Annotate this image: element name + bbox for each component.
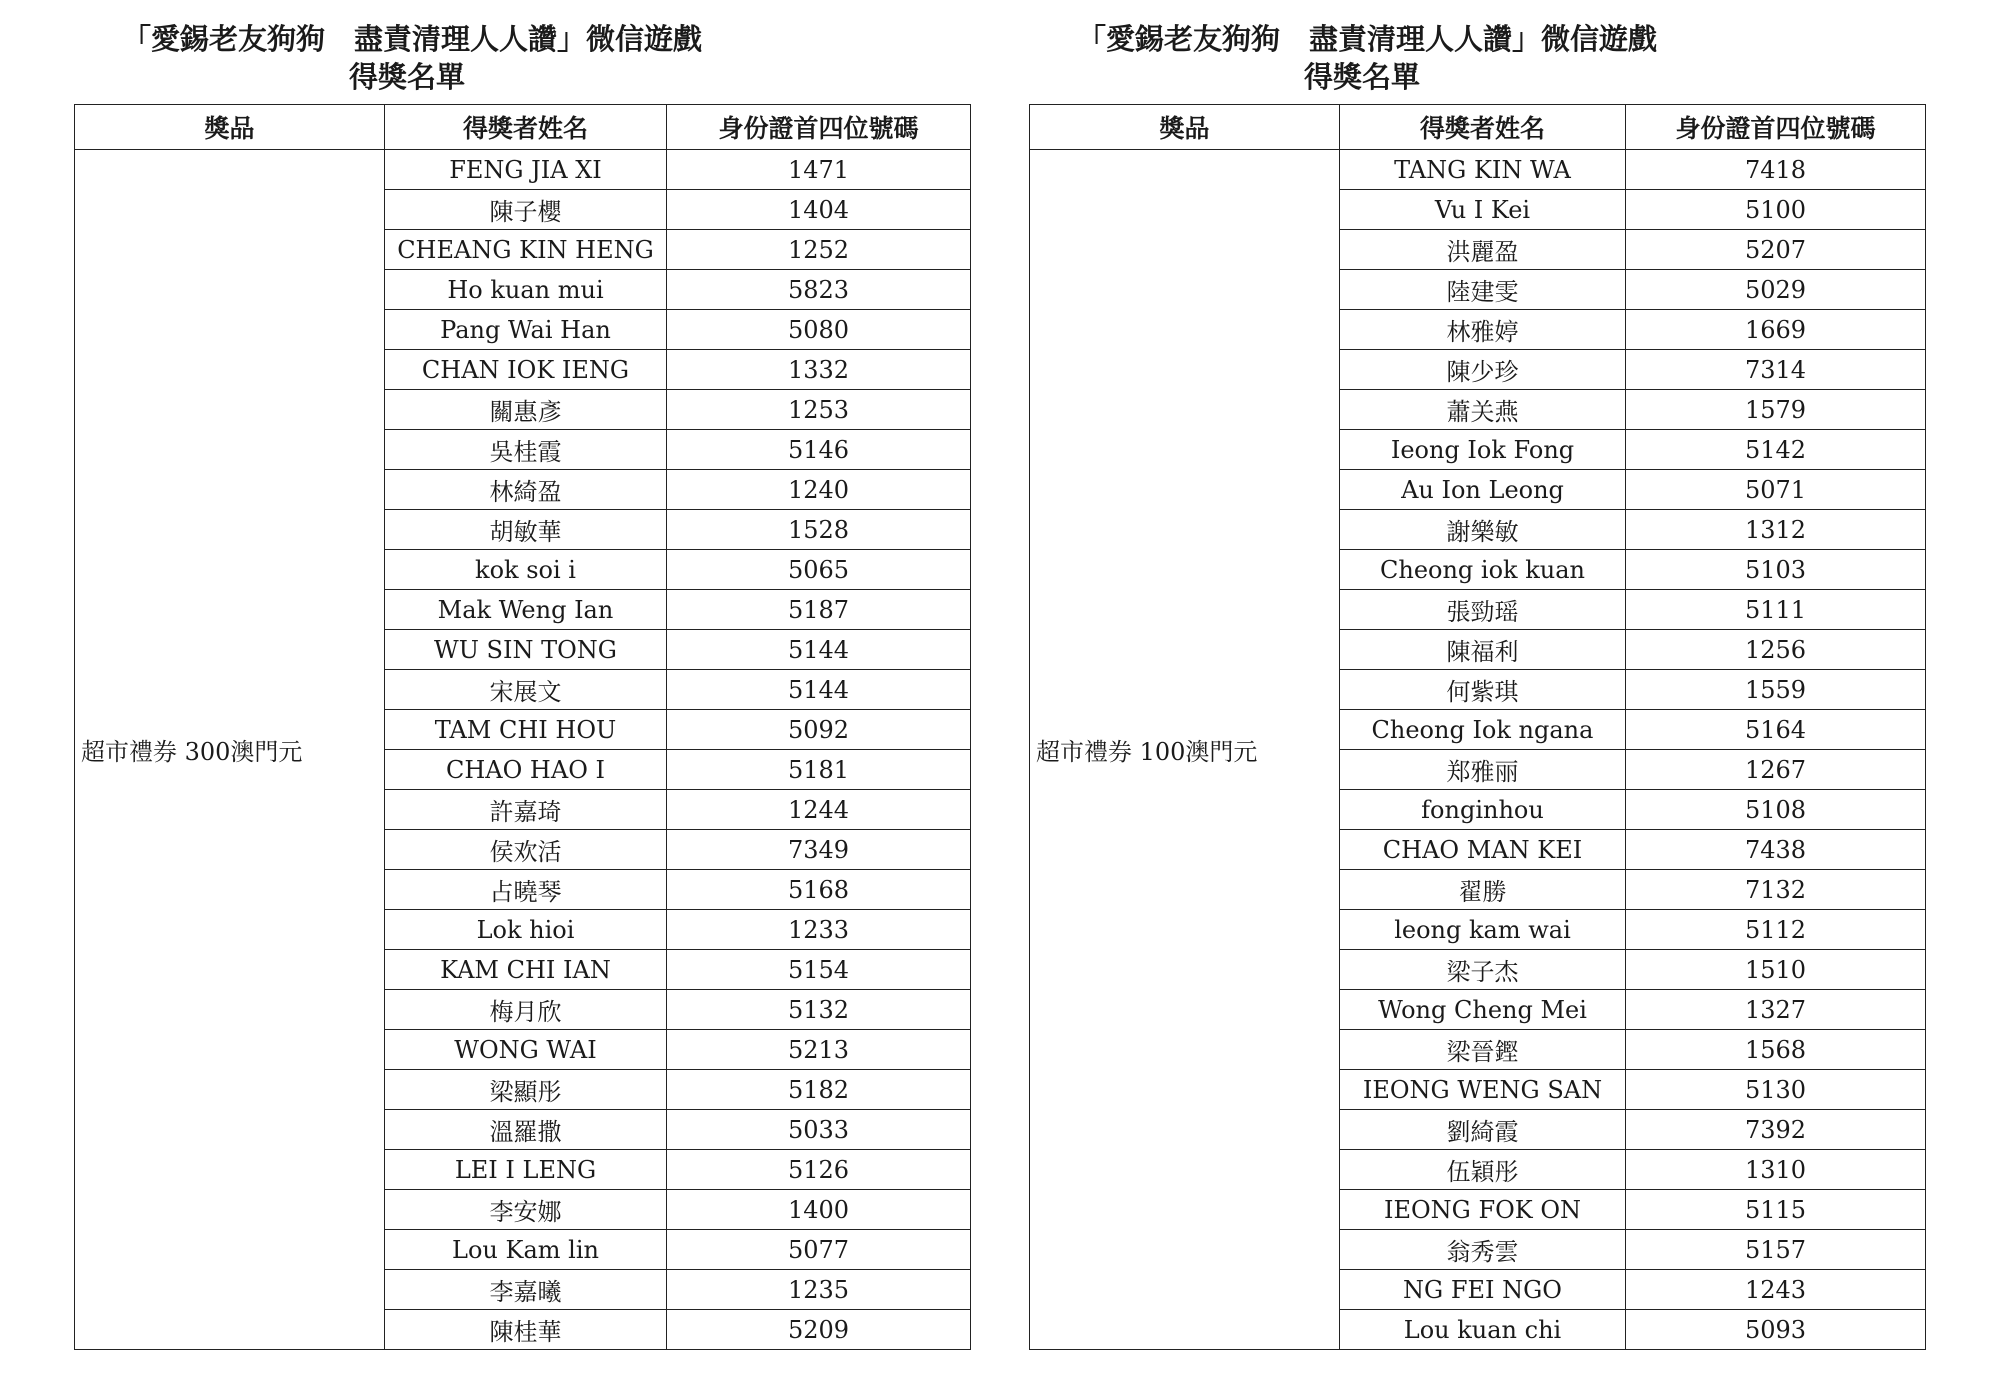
winner-name-cell: NG FEI NGO xyxy=(1340,1270,1626,1310)
id-prefix-cell: 5126 xyxy=(667,1150,971,1190)
id-prefix-cell: 5029 xyxy=(1626,270,1926,310)
winner-name-cell: Lok hioi xyxy=(385,910,667,950)
winner-name-cell: 林綺盈 xyxy=(385,470,667,510)
id-prefix-cell: 5112 xyxy=(1626,910,1926,950)
winners-list-left xyxy=(74,20,970,1350)
id-prefix-cell: 7314 xyxy=(1626,350,1926,390)
winner-name-cell: Cheong Iok ngana xyxy=(1340,710,1626,750)
winner-name-cell: Wong Cheng Mei xyxy=(1340,990,1626,1030)
winner-name-cell: 關惠彥 xyxy=(385,390,667,430)
winner-name-cell: WU SIN TONG xyxy=(385,630,667,670)
winners-table xyxy=(74,104,971,1350)
header-id-prefix: 身份證首四位號碼 xyxy=(1626,105,1926,150)
id-prefix-cell: 7392 xyxy=(1626,1110,1926,1150)
id-prefix-cell: 5182 xyxy=(667,1070,971,1110)
winner-name-cell: CHEANG KIN HENG xyxy=(385,230,667,270)
list-title xyxy=(74,20,970,96)
title-line-1: 「愛錫老友狗狗 盡責清理人人讚」微信遊戲 xyxy=(1076,22,1657,56)
id-prefix-cell: 5093 xyxy=(1626,1310,1926,1350)
id-prefix-cell: 5157 xyxy=(1626,1230,1926,1270)
winner-name-cell: Lou Kam lin xyxy=(385,1230,667,1270)
winner-name-cell: 李嘉曦 xyxy=(385,1270,667,1310)
id-prefix-cell: 5207 xyxy=(1626,230,1926,270)
id-prefix-cell: 7418 xyxy=(1626,150,1926,190)
winner-name-cell: 宋展文 xyxy=(385,670,667,710)
winner-name-cell: LEI I LENG xyxy=(385,1150,667,1190)
winner-name-cell: FENG JIA XI xyxy=(385,150,667,190)
winner-name-cell: 翟勝 xyxy=(1340,870,1626,910)
id-prefix-cell: 5108 xyxy=(1626,790,1926,830)
id-prefix-cell: 1253 xyxy=(667,390,971,430)
title-line-2: 得獎名單 xyxy=(348,60,465,94)
winner-name-cell: 張勁瑶 xyxy=(1340,590,1626,630)
id-prefix-cell: 1233 xyxy=(667,910,971,950)
id-prefix-cell: 1256 xyxy=(1626,630,1926,670)
winner-name-cell: 占曉琴 xyxy=(385,870,667,910)
id-prefix-cell: 5111 xyxy=(1626,590,1926,630)
winner-name-cell: 何紫琪 xyxy=(1340,670,1626,710)
id-prefix-cell: 1404 xyxy=(667,190,971,230)
winner-name-cell: Vu I Kei xyxy=(1340,190,1626,230)
id-prefix-cell: 1579 xyxy=(1626,390,1926,430)
winner-name-cell: Mak Weng Ian xyxy=(385,590,667,630)
id-prefix-cell: 1400 xyxy=(667,1190,971,1230)
id-prefix-cell: 5823 xyxy=(667,270,971,310)
winner-name-cell: 許嘉琦 xyxy=(385,790,667,830)
table-row xyxy=(75,150,971,190)
id-prefix-cell: 5033 xyxy=(667,1110,971,1150)
id-prefix-cell: 1559 xyxy=(1626,670,1926,710)
winner-name-cell: CHAN IOK IENG xyxy=(385,350,667,390)
header-row xyxy=(1030,105,1926,150)
winner-name-cell: 梁顯彤 xyxy=(385,1070,667,1110)
id-prefix-cell: 5146 xyxy=(667,430,971,470)
winner-name-cell: 梅月欣 xyxy=(385,990,667,1030)
winner-name-cell: IEONG WENG SAN xyxy=(1340,1070,1626,1110)
id-prefix-cell: 1332 xyxy=(667,350,971,390)
id-prefix-cell: 5080 xyxy=(667,310,971,350)
id-prefix-cell: 1528 xyxy=(667,510,971,550)
winner-name-cell: TAM CHI HOU xyxy=(385,710,667,750)
id-prefix-cell: 5077 xyxy=(667,1230,971,1270)
winner-name-cell: 謝樂敏 xyxy=(1340,510,1626,550)
winner-name-cell: 蕭关燕 xyxy=(1340,390,1626,430)
winner-name-cell: leong kam wai xyxy=(1340,910,1626,950)
winner-name-cell: 吳桂霞 xyxy=(385,430,667,470)
winner-name-cell: 陳福利 xyxy=(1340,630,1626,670)
winners-list-right xyxy=(1029,20,1925,1350)
title-line-1: 「愛錫老友狗狗 盡責清理人人讚」微信遊戲 xyxy=(121,22,702,56)
header-id-prefix: 身份證首四位號碼 xyxy=(667,105,971,150)
winner-name-cell: Cheong iok kuan xyxy=(1340,550,1626,590)
id-prefix-cell: 1310 xyxy=(1626,1150,1926,1190)
id-prefix-cell: 5065 xyxy=(667,550,971,590)
winner-name-cell: TANG KIN WA xyxy=(1340,150,1626,190)
id-prefix-cell: 1244 xyxy=(667,790,971,830)
winner-name-cell: Ho kuan mui xyxy=(385,270,667,310)
winner-name-cell: CHAO MAN KEI xyxy=(1340,830,1626,870)
winner-name-cell: 胡敏華 xyxy=(385,510,667,550)
winner-name-cell: KAM CHI IAN xyxy=(385,950,667,990)
winner-name-cell: Lou kuan chi xyxy=(1340,1310,1626,1350)
header-winner-name: 得獎者姓名 xyxy=(1340,105,1626,150)
winner-name-cell: fonginhou xyxy=(1340,790,1626,830)
id-prefix-cell: 5103 xyxy=(1626,550,1926,590)
id-prefix-cell: 5144 xyxy=(667,630,971,670)
winner-name-cell: 郑雅丽 xyxy=(1340,750,1626,790)
id-prefix-cell: 5209 xyxy=(667,1310,971,1350)
id-prefix-cell: 5142 xyxy=(1626,430,1926,470)
id-prefix-cell: 1510 xyxy=(1626,950,1926,990)
winner-name-cell: 陳子櫻 xyxy=(385,190,667,230)
winner-name-cell: 劉綺霞 xyxy=(1340,1110,1626,1150)
id-prefix-cell: 1568 xyxy=(1626,1030,1926,1070)
winner-name-cell: kok soi i xyxy=(385,550,667,590)
id-prefix-cell: 5100 xyxy=(1626,190,1926,230)
id-prefix-cell: 5168 xyxy=(667,870,971,910)
winner-name-cell: 翁秀雲 xyxy=(1340,1230,1626,1270)
id-prefix-cell: 7132 xyxy=(1626,870,1926,910)
id-prefix-cell: 5187 xyxy=(667,590,971,630)
winners-table xyxy=(1029,104,1926,1350)
winner-name-cell: Au Ion Leong xyxy=(1340,470,1626,510)
winner-name-cell: Pang Wai Han xyxy=(385,310,667,350)
id-prefix-cell: 5092 xyxy=(667,710,971,750)
id-prefix-cell: 1235 xyxy=(667,1270,971,1310)
id-prefix-cell: 5115 xyxy=(1626,1190,1926,1230)
title-line-2: 得獎名單 xyxy=(1303,60,1420,94)
winner-name-cell: 陳桂華 xyxy=(385,1310,667,1350)
header-row xyxy=(75,105,971,150)
prize-cell: 超市禮券 100澳門元 xyxy=(1030,150,1340,1350)
winner-name-cell: 陸建雯 xyxy=(1340,270,1626,310)
id-prefix-cell: 5181 xyxy=(667,750,971,790)
id-prefix-cell: 5132 xyxy=(667,990,971,1030)
id-prefix-cell: 1252 xyxy=(667,230,971,270)
header-winner-name: 得獎者姓名 xyxy=(385,105,667,150)
id-prefix-cell: 5213 xyxy=(667,1030,971,1070)
winner-name-cell: 伍穎彤 xyxy=(1340,1150,1626,1190)
id-prefix-cell: 5071 xyxy=(1626,470,1926,510)
winner-name-cell: IEONG FOK ON xyxy=(1340,1190,1626,1230)
winner-name-cell: 侯欢活 xyxy=(385,830,667,870)
winner-name-cell: 溫羅撒 xyxy=(385,1110,667,1150)
header-prize: 獎品 xyxy=(75,105,385,150)
id-prefix-cell: 1327 xyxy=(1626,990,1926,1030)
winner-name-cell: 林雅婷 xyxy=(1340,310,1626,350)
winner-name-cell: 梁晉鏗 xyxy=(1340,1030,1626,1070)
id-prefix-cell: 5164 xyxy=(1626,710,1926,750)
id-prefix-cell: 1669 xyxy=(1626,310,1926,350)
list-title xyxy=(1029,20,1925,96)
id-prefix-cell: 7349 xyxy=(667,830,971,870)
winner-name-cell: 李安娜 xyxy=(385,1190,667,1230)
prize-cell: 超市禮券 300澳門元 xyxy=(75,150,385,1350)
id-prefix-cell: 7438 xyxy=(1626,830,1926,870)
winner-name-cell: CHAO HAO I xyxy=(385,750,667,790)
table-row xyxy=(1030,150,1926,190)
id-prefix-cell: 1240 xyxy=(667,470,971,510)
winner-name-cell: 梁子杰 xyxy=(1340,950,1626,990)
winner-name-cell: Ieong Iok Fong xyxy=(1340,430,1626,470)
header-prize: 獎品 xyxy=(1030,105,1340,150)
id-prefix-cell: 1267 xyxy=(1626,750,1926,790)
winner-name-cell: WONG WAI xyxy=(385,1030,667,1070)
id-prefix-cell: 5144 xyxy=(667,670,971,710)
id-prefix-cell: 1312 xyxy=(1626,510,1926,550)
winner-name-cell: 陳少珍 xyxy=(1340,350,1626,390)
id-prefix-cell: 5130 xyxy=(1626,1070,1926,1110)
id-prefix-cell: 1471 xyxy=(667,150,971,190)
id-prefix-cell: 1243 xyxy=(1626,1270,1926,1310)
id-prefix-cell: 5154 xyxy=(667,950,971,990)
winner-name-cell: 洪麗盈 xyxy=(1340,230,1626,270)
